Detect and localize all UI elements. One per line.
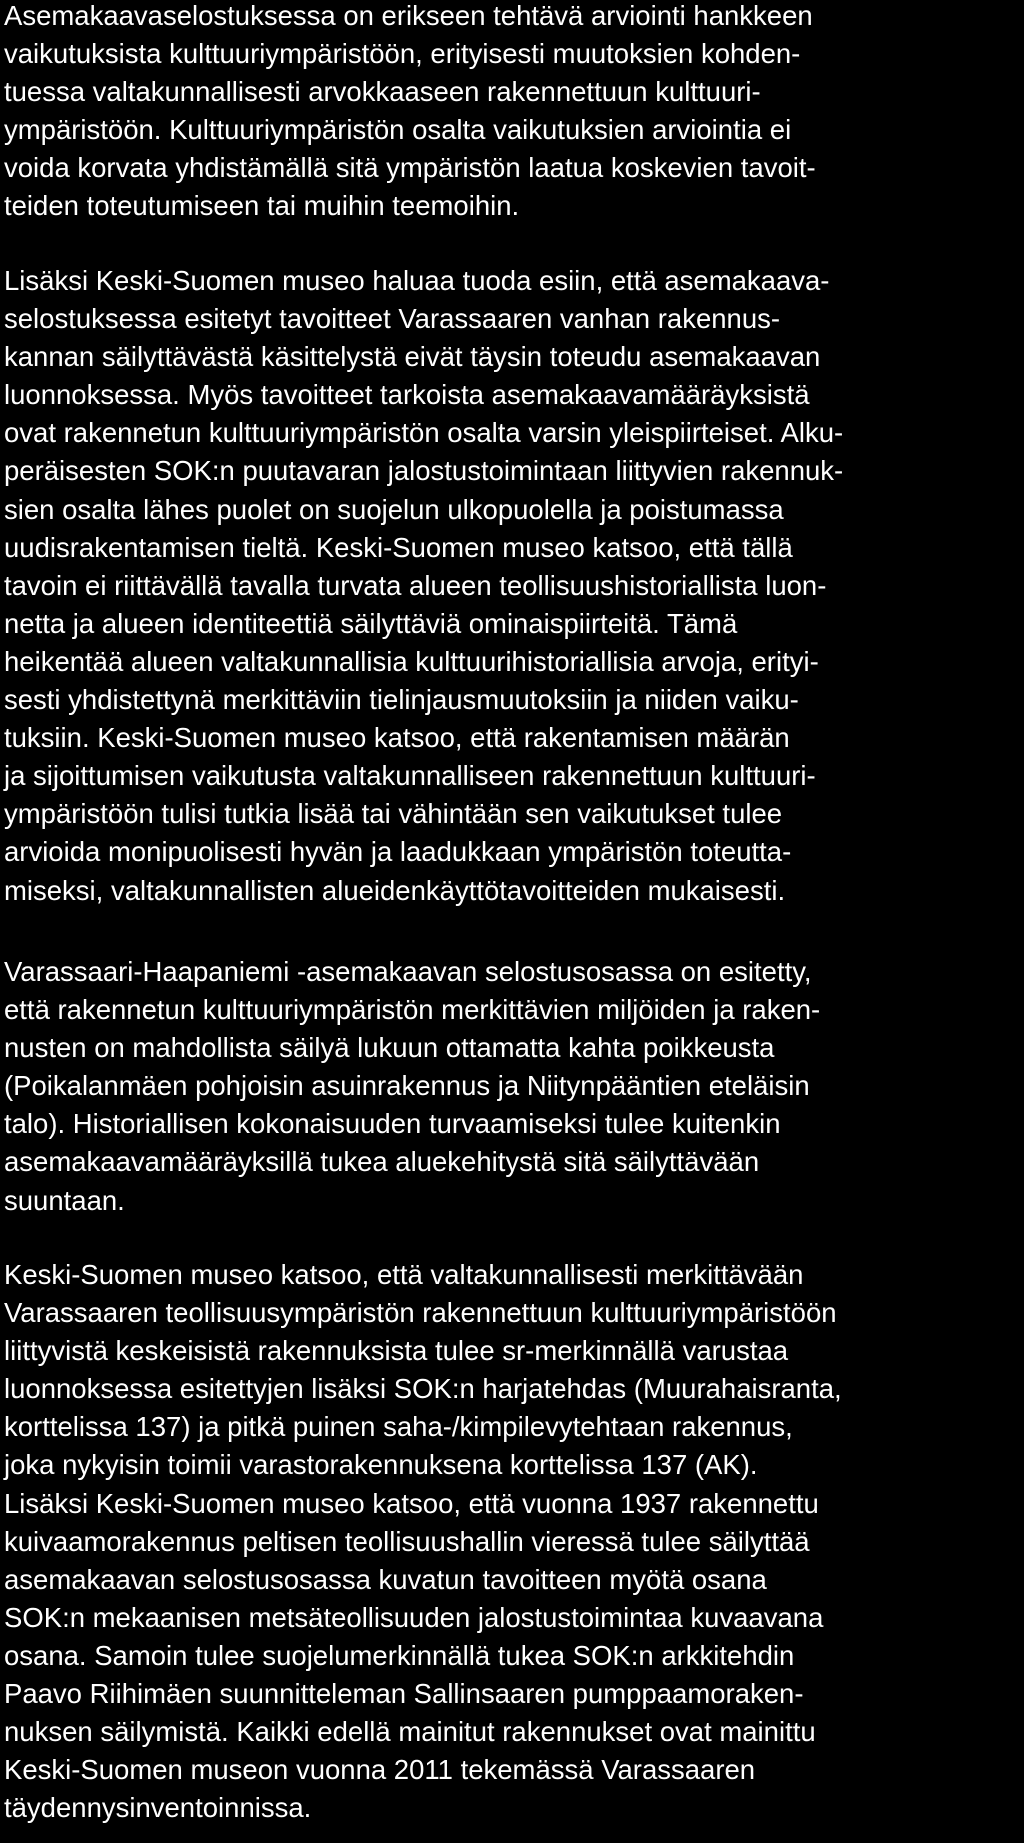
text-line: tavoin ei riittävällä tavalla turvata alueen teollisuushistoriallista luon- — [4, 569, 827, 601]
text-line: arvioida monipuolisesti hyvän ja laadukkaan ympäristön toteutta- — [4, 836, 792, 868]
text-line: voida korvata yhdistämällä sitä ympäristön laatua koskevien tavoit- — [4, 152, 816, 184]
text-line: osana. Samoin tulee suojelumerkinnällä tukea SOK:n arkkitehdin — [4, 1639, 795, 1671]
text-line: miseksi, valtakunnallisten alueidenkäyttötavoitteiden mukaisesti. — [4, 874, 786, 906]
paragraph-impact-assessment — [4, 0, 816, 226]
text-line: suuntaan. — [4, 1184, 125, 1216]
paragraph-protected-buildings — [4, 1256, 842, 1827]
text-line: Keski-Suomen museon vuonna 2011 tekemässä Varassaaren — [4, 1754, 756, 1786]
text-line: tuessa valtakunnallisesti arvokkaaseen rakennettuun kulttuuri- — [4, 76, 761, 108]
text-line: Asemakaavaselostuksessa on erikseen tehtävä arviointi hankkeen — [4, 0, 813, 31]
text-line: teiden toteutumiseen tai muihin teemoihin. — [4, 190, 520, 222]
text-line: nusten on mahdollista säilyä lukuun ottamatta kahta poikkeusta — [4, 1032, 775, 1064]
text-line: sien osalta lähes puolet on suojelun ulkopuolella ja poistumassa — [4, 493, 784, 525]
text-line: ovat rakennetun kulttuuriympäristön osalta varsin yleispiirteiset. Alku- — [4, 417, 844, 449]
text-line: SOK:n mekaanisen metsäteollisuuden jalostustoimintaa kuvaavana — [4, 1601, 824, 1633]
text-line: selostuksessa esitetyt tavoitteet Varassaaren vanhan rakennus- — [4, 303, 781, 335]
text-line: luonnoksessa esitettyjen lisäksi SOK:n harjatehdas (Muurahaisranta, — [4, 1373, 842, 1405]
text-line: nuksen säilymistä. Kaikki edellä mainitut rakennukset ovat mainittu — [4, 1716, 816, 1748]
text-line: vaikutuksista kulttuuriympäristöön, erityisesti muutoksien kohden- — [4, 38, 801, 70]
text-line: tuksiin. Keski-Suomen museo katsoo, että rakentamisen määrän — [4, 722, 790, 754]
text-line: ympäristöön. Kulttuuriympäristön osalta vaikutuksien arviointia ei — [4, 114, 792, 146]
text-line: Lisäksi Keski-Suomen museo haluaa tuoda esiin, että asemakaava- — [4, 265, 830, 296]
text-line: peräisesten SOK:n puutavaran jalostustoimintaan liittyvien rakennuk- — [4, 455, 844, 487]
text-line: kannan säilyttävästä käsittelystä eivät täysin toteudu asemakaavan — [4, 341, 821, 373]
paragraph-selostusosa — [4, 953, 820, 1220]
text-line: (Poikalanmäen pohjoisin asuinrakennus ja Niitynpääntien eteläisin — [4, 1070, 810, 1102]
text-line: Paavo Riihimäen suunnitteleman Sallinsaaren pumppaamoraken- — [4, 1678, 804, 1710]
text-line: kuivaamorakennus peltisen teollisuushallin vieressä tulee säilyttää — [4, 1525, 810, 1557]
text-line: netta ja alueen identiteettiä säilyttäviä ominaispiirteitä. Tämä — [4, 607, 738, 639]
paragraph-museo-concerns — [4, 262, 843, 910]
text-line: ja sijoittumisen vaikutusta valtakunnalliseen rakennettuun kulttuuri- — [4, 760, 816, 792]
text-line: heikentää alueen valtakunnallisia kulttuurihistoriallisia arvoja, erityi- — [4, 645, 819, 677]
text-line: uudisrakentamisen tieltä. Keski-Suomen museo katsoo, että tällä — [4, 531, 793, 563]
text-line: Varassaaren teollisuusympäristön rakennettuun kulttuuriympäristöön — [4, 1297, 837, 1329]
text-line: täydennysinventoinnissa. — [4, 1792, 312, 1824]
text-line: liittyvistä keskeisistä rakennuksista tulee sr-merkinnällä varustaa — [4, 1335, 789, 1367]
text-line: joka nykyisin toimii varastorakennuksena korttelissa 137 (AK). — [4, 1449, 758, 1481]
text-line: Keski-Suomen museo katsoo, että valtakunnallisesti merkittävään — [4, 1259, 804, 1290]
text-line: sesti yhdistettynä merkittäviin tielinjausmuutoksiin ja niiden vaiku- — [4, 684, 799, 716]
text-line: Varassaari-Haapaniemi -asemakaavan selostusosassa on esitetty, — [4, 956, 812, 987]
text-line: Lisäksi Keski-Suomen museo katsoo, että vuonna 1937 rakennettu — [4, 1487, 819, 1519]
text-line: luonnoksessa. Myös tavoitteet tarkoista asemakaavamääräyksistä — [4, 379, 810, 411]
text-line: että rakennetun kulttuuriympäristön merkittävien miljöiden ja raken- — [4, 994, 821, 1026]
text-line: korttelissa 137) ja pitkä puinen saha-/kimpilevytehtaan rakennus, — [4, 1411, 793, 1443]
text-line: asemakaavamääräyksillä tukea aluekehitystä sitä säilyttävään — [4, 1146, 760, 1178]
text-line: talo). Historiallisen kokonaisuuden turvaamiseksi tulee kuitenkin — [4, 1108, 781, 1140]
text-line: ympäristöön tulisi tutkia lisää tai vähintään sen vaikutukset tulee — [4, 798, 783, 830]
text-line: asemakaavan selostusosassa kuvatun tavoitteen myötä osana — [4, 1563, 767, 1595]
